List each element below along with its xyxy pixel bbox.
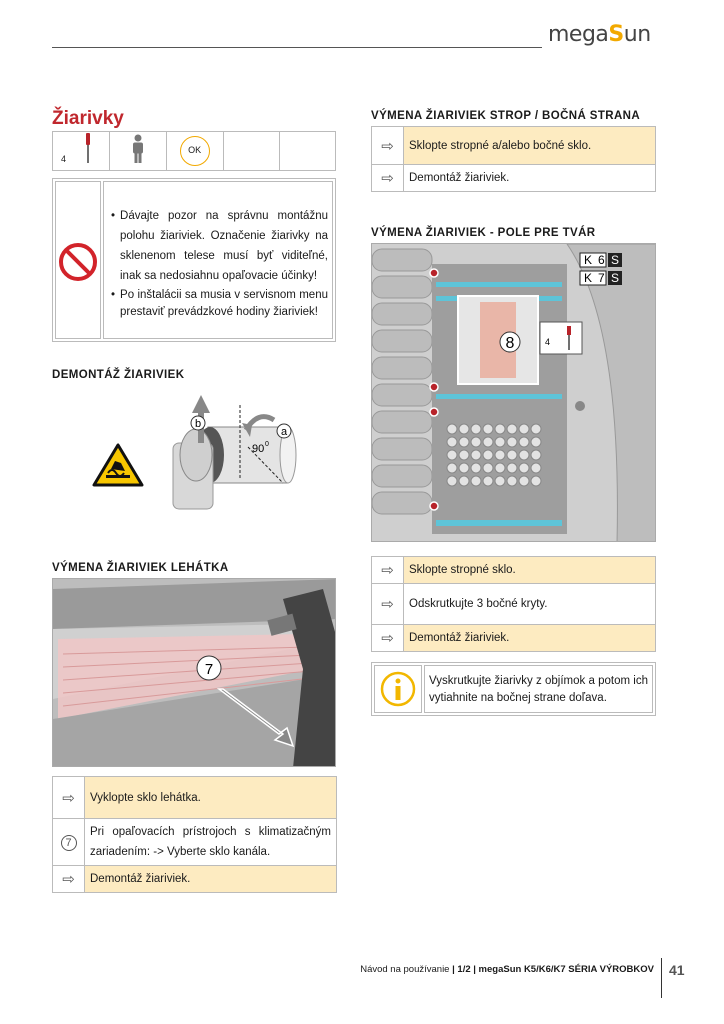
bench-photo [53,579,336,767]
svg-text:8: 8 [505,335,515,352]
person-icon [131,134,145,164]
bench-steps-table [52,776,337,893]
step-row [372,625,656,652]
svg-text:b: b [194,418,202,430]
arrow-icon: ⇨ [372,625,404,652]
ceiling-steps-table [371,126,656,192]
ok-badge: OK [180,136,210,166]
svg-text:4: 4 [545,337,551,347]
svg-text:a: a [280,426,288,438]
face-panel-photo [372,244,656,542]
step-text: Demontáž žiariviek. [404,625,656,652]
step-text: Pri opaľovacích prístrojoch s klimatizačným zariadením: -> Vyberte sklo kanála. [85,819,337,866]
step-row [372,584,656,625]
svg-text:6: 6 [598,253,605,267]
footer-divider [661,958,662,998]
step-row [372,127,656,165]
lehatko-heading: VÝMENA ŽIARIVIEK LEHÁTKA [52,562,229,574]
step-row [372,557,656,584]
bench-figure [52,578,336,767]
warning-text [103,181,333,339]
svg-text:S: S [611,271,620,285]
warning-icon-cell [55,181,101,339]
person-cell [109,132,166,171]
step-text: Vyklopte sklo lehátka. [85,777,337,819]
face-steps-table [371,556,656,652]
svg-text:0: 0 [265,441,269,448]
step-text: Sklopte stropné a/alebo bočné sklo. [404,127,656,165]
header-rule [52,47,542,48]
svg-text:7: 7 [204,661,214,678]
warning-box [52,178,336,342]
prohibition-icon [58,242,98,282]
step-row [372,165,656,192]
info-icon-cell [374,665,422,713]
arrow-icon: ⇨ [372,584,404,625]
brand-logo: megaSun [548,22,651,47]
step-number-icon: 7 [53,819,85,866]
step-text: Sklopte stropné sklo. [404,557,656,584]
empty-cell [223,132,280,171]
strop-heading: VÝMENA ŽIARIVIEK STROP / BOČNÁ STRANA [371,110,641,122]
svg-text:K: K [584,253,593,267]
requirements-table [52,131,336,171]
info-text: Vyskrutkujte žiarivky z objímok a potom ich vytiahnite na bočnej strane doľava. [424,665,653,713]
section-title: Žiarivky [52,108,124,129]
page-number: 41 [669,962,685,978]
arrow-icon: ⇨ [53,866,85,893]
info-icon [378,669,418,709]
svg-text:90: 90 [252,443,265,455]
step-text: Demontáž žiariviek. [404,165,656,192]
footer-text: Návod na používanie | 1/2 | megaSun K5/K6/K7 SÉRIA VÝROBKOV [360,964,654,975]
ok-cell [166,132,223,171]
hot-surface-warning-icon [94,445,142,485]
screwdriver-number: 4 [61,154,67,164]
empty-cell [280,132,336,171]
demontaz-heading: DEMONTÁŽ ŽIARIVIEK [52,369,185,381]
step-text: Odskrutkujte 3 bočné kryty. [404,584,656,625]
tube-removal-illustration [88,385,338,525]
warning-item: • Po inštalácii sa musia v servisnom menu prestaviť prevádzkové hodiny žiariviek! [108,287,328,321]
screwdriver-icon [83,133,93,165]
arrow-icon: ⇨ [53,777,85,819]
tvar-heading: VÝMENA ŽIARIVIEK - POLE PRE TVÁR [371,227,596,239]
info-box [371,662,656,716]
arrow-icon: ⇨ [372,127,404,165]
svg-text:S: S [611,253,620,267]
warning-item: • Dávajte pozor na správnu montážnu polohu žiariviek. Označenie žiarivky na sklenenom telese musí byť viditeľné, inak sa nedosiahnu opaľovacie účinky! [108,206,328,286]
step-row [53,866,337,893]
step-row [53,777,337,819]
arrow-icon: ⇨ [372,557,404,584]
step-text: Demontáž žiariviek. [85,866,337,893]
step-row [53,819,337,866]
svg-text:7: 7 [598,271,605,285]
svg-text:K: K [584,271,593,285]
tool-cell [53,132,110,171]
face-panel-figure [371,243,656,542]
arrow-icon: ⇨ [372,165,404,192]
